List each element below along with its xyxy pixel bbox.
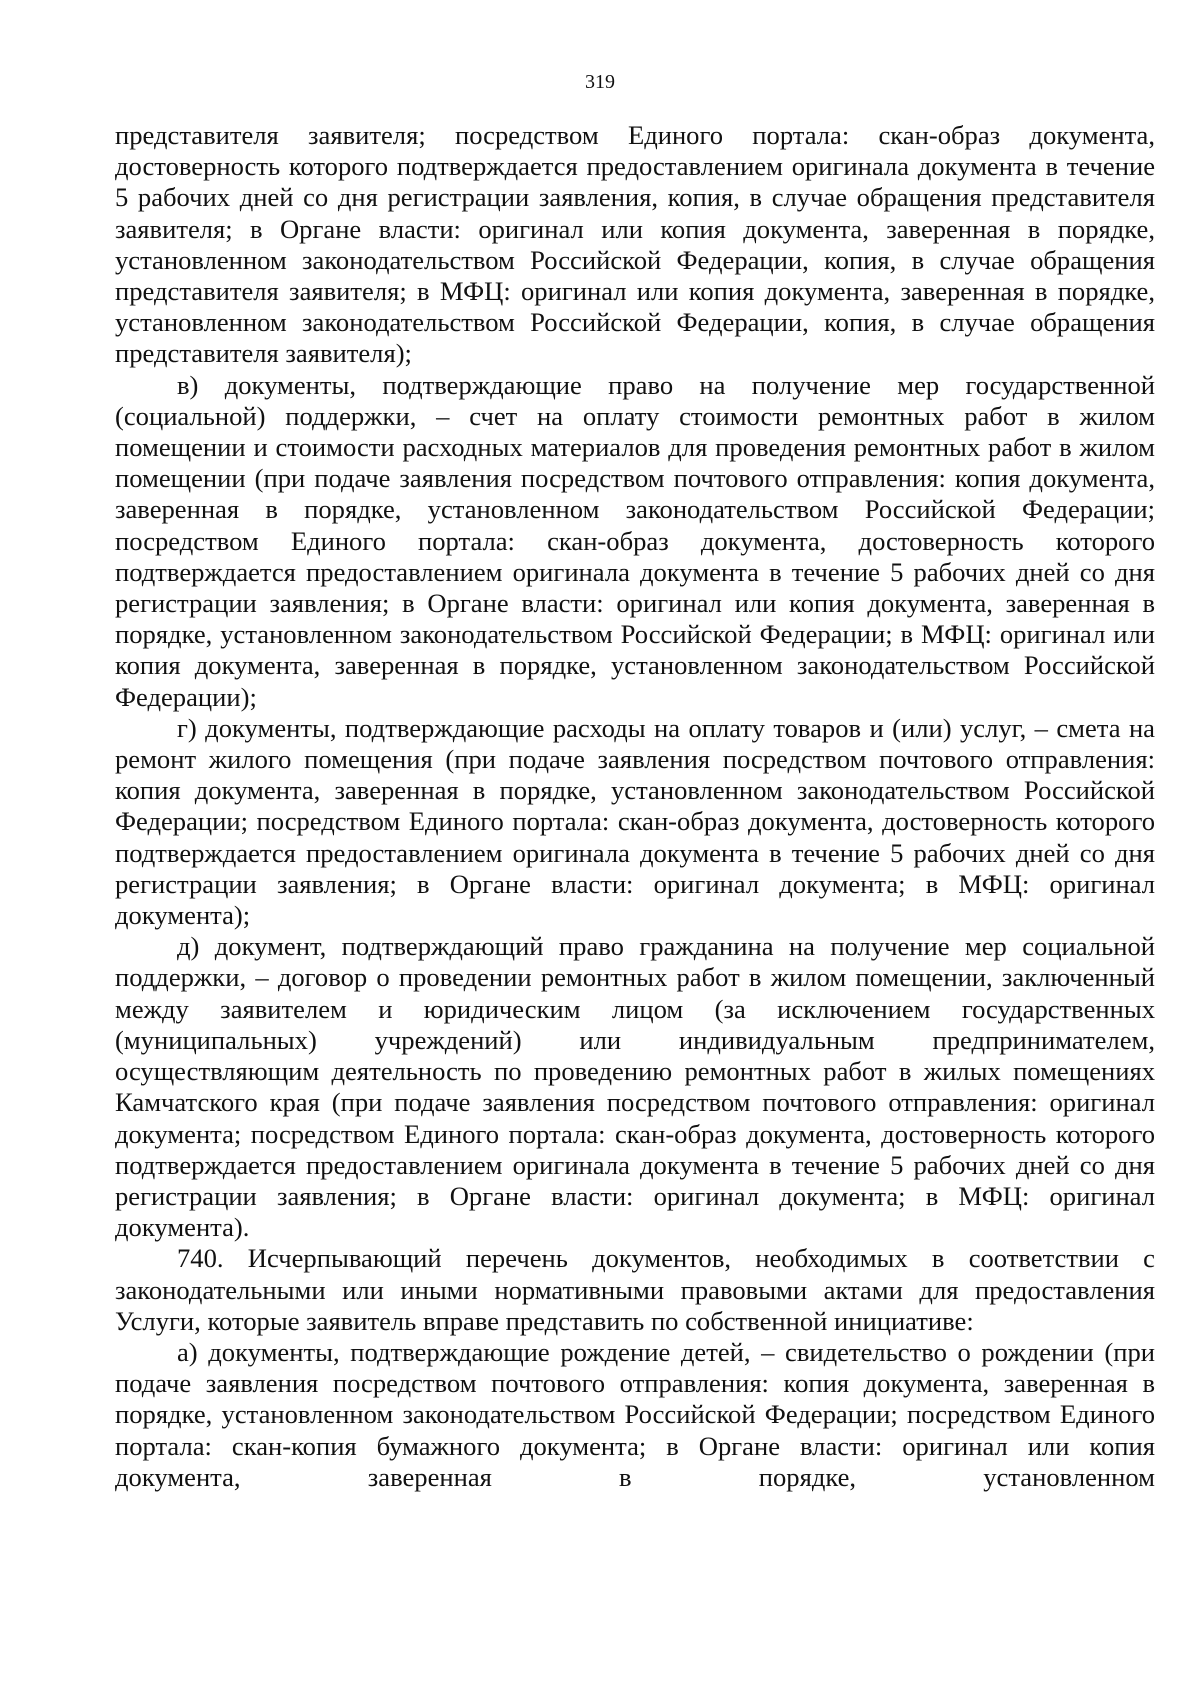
- paragraph-item-g: г) документы, подтверждающие расходы на оплату товаров и (или) услуг, – смета на ремонт жилого помещения (при подаче заявления посредством почтового отправления: копия документа, заверенная в порядке, установленном законодательством Российской Федерации; посредством Единого портала: скан-образ документа, достоверность которого подтверждается предоставлением оригинала документа в течение 5 рабочих дней со дня регистрации заявления; в Органе власти: оригинал документа; в МФЦ: оригинал документа);: [115, 712, 1155, 931]
- paragraph-item-740: 740. Исчерпывающий перечень документов, необходимых в соответствии с законодательными или иными нормативными правовыми актами для предоставления Услуги, которые заявитель вправе представить по собственной инициативе:: [115, 1243, 1155, 1336]
- paragraph-continuation: представителя заявителя; посредством Единого портала: скан-образ документа, достоверность которого подтверждается предоставлением оригинала документа в течение 5 рабочих дней со дня регистрации заявления, копия, в случае обращения представителя заявителя; в Органе власти: оригинал или копия документа, заверенная в порядке, установленном законодательством Российской Федерации, копия, в случае обращения представителя заявителя; в МФЦ: оригинал или копия документа, заверенная в порядке, установленном законодательством Российской Федерации, копия, в случае обращения представителя заявителя);: [115, 120, 1155, 369]
- document-body: [115, 120, 1155, 1493]
- paragraph-item-a: а) документы, подтверждающие рождение детей, – свидетельство о рождении (при подаче заявления посредством почтового отправления: копия документа, заверенная в порядке, установленном законодательством Российской Федерации; посредством Единого портала: скан-копия бумажного документа; в Органе власти: оригинал или копия документа, заверенная в порядке, установленном: [115, 1336, 1155, 1492]
- page-number: 319: [585, 71, 615, 93]
- paragraph-item-d: д) документ, подтверждающий право гражданина на получение мер социальной поддержки, – договор о проведении ремонтных работ в жилом помещении, заключенный между заявителем и юридическим лицом (за исключением государственных (муниципальных) учреждений) или индивидуальным предпринимателем, осуществляющим деятельность по проведению ремонтных работ в жилых помещениях Камчатского края (при подаче заявления посредством почтового отправления: оригинал документа; посредством Единого портала: скан-образ документа, достоверность которого подтверждается предоставлением оригинала документа в течение 5 рабочих дней со дня регистрации заявления; в Органе власти: оригинал документа; в МФЦ: оригинал документа).: [115, 931, 1155, 1243]
- paragraph-item-v: в) документы, подтверждающие право на получение мер государственной (социальной) поддержки, – счет на оплату стоимости ремонтных работ в жилом помещении и стоимости расходных материалов для проведения ремонтных работ в жилом помещении (при подаче заявления посредством почтового отправления: копия документа, заверенная в порядке, установленном законодательством Российской Федерации; посредством Единого портала: скан-образ документа, достоверность которого подтверждается предоставлением оригинала документа в течение 5 рабочих дней со дня регистрации заявления; в Органе власти: оригинал или копия документа, заверенная в порядке, установленном законодательством Российской Федерации; в МФЦ: оригинал или копия документа, заверенная в порядке, установленном законодательством Российской Федерации);: [115, 369, 1155, 712]
